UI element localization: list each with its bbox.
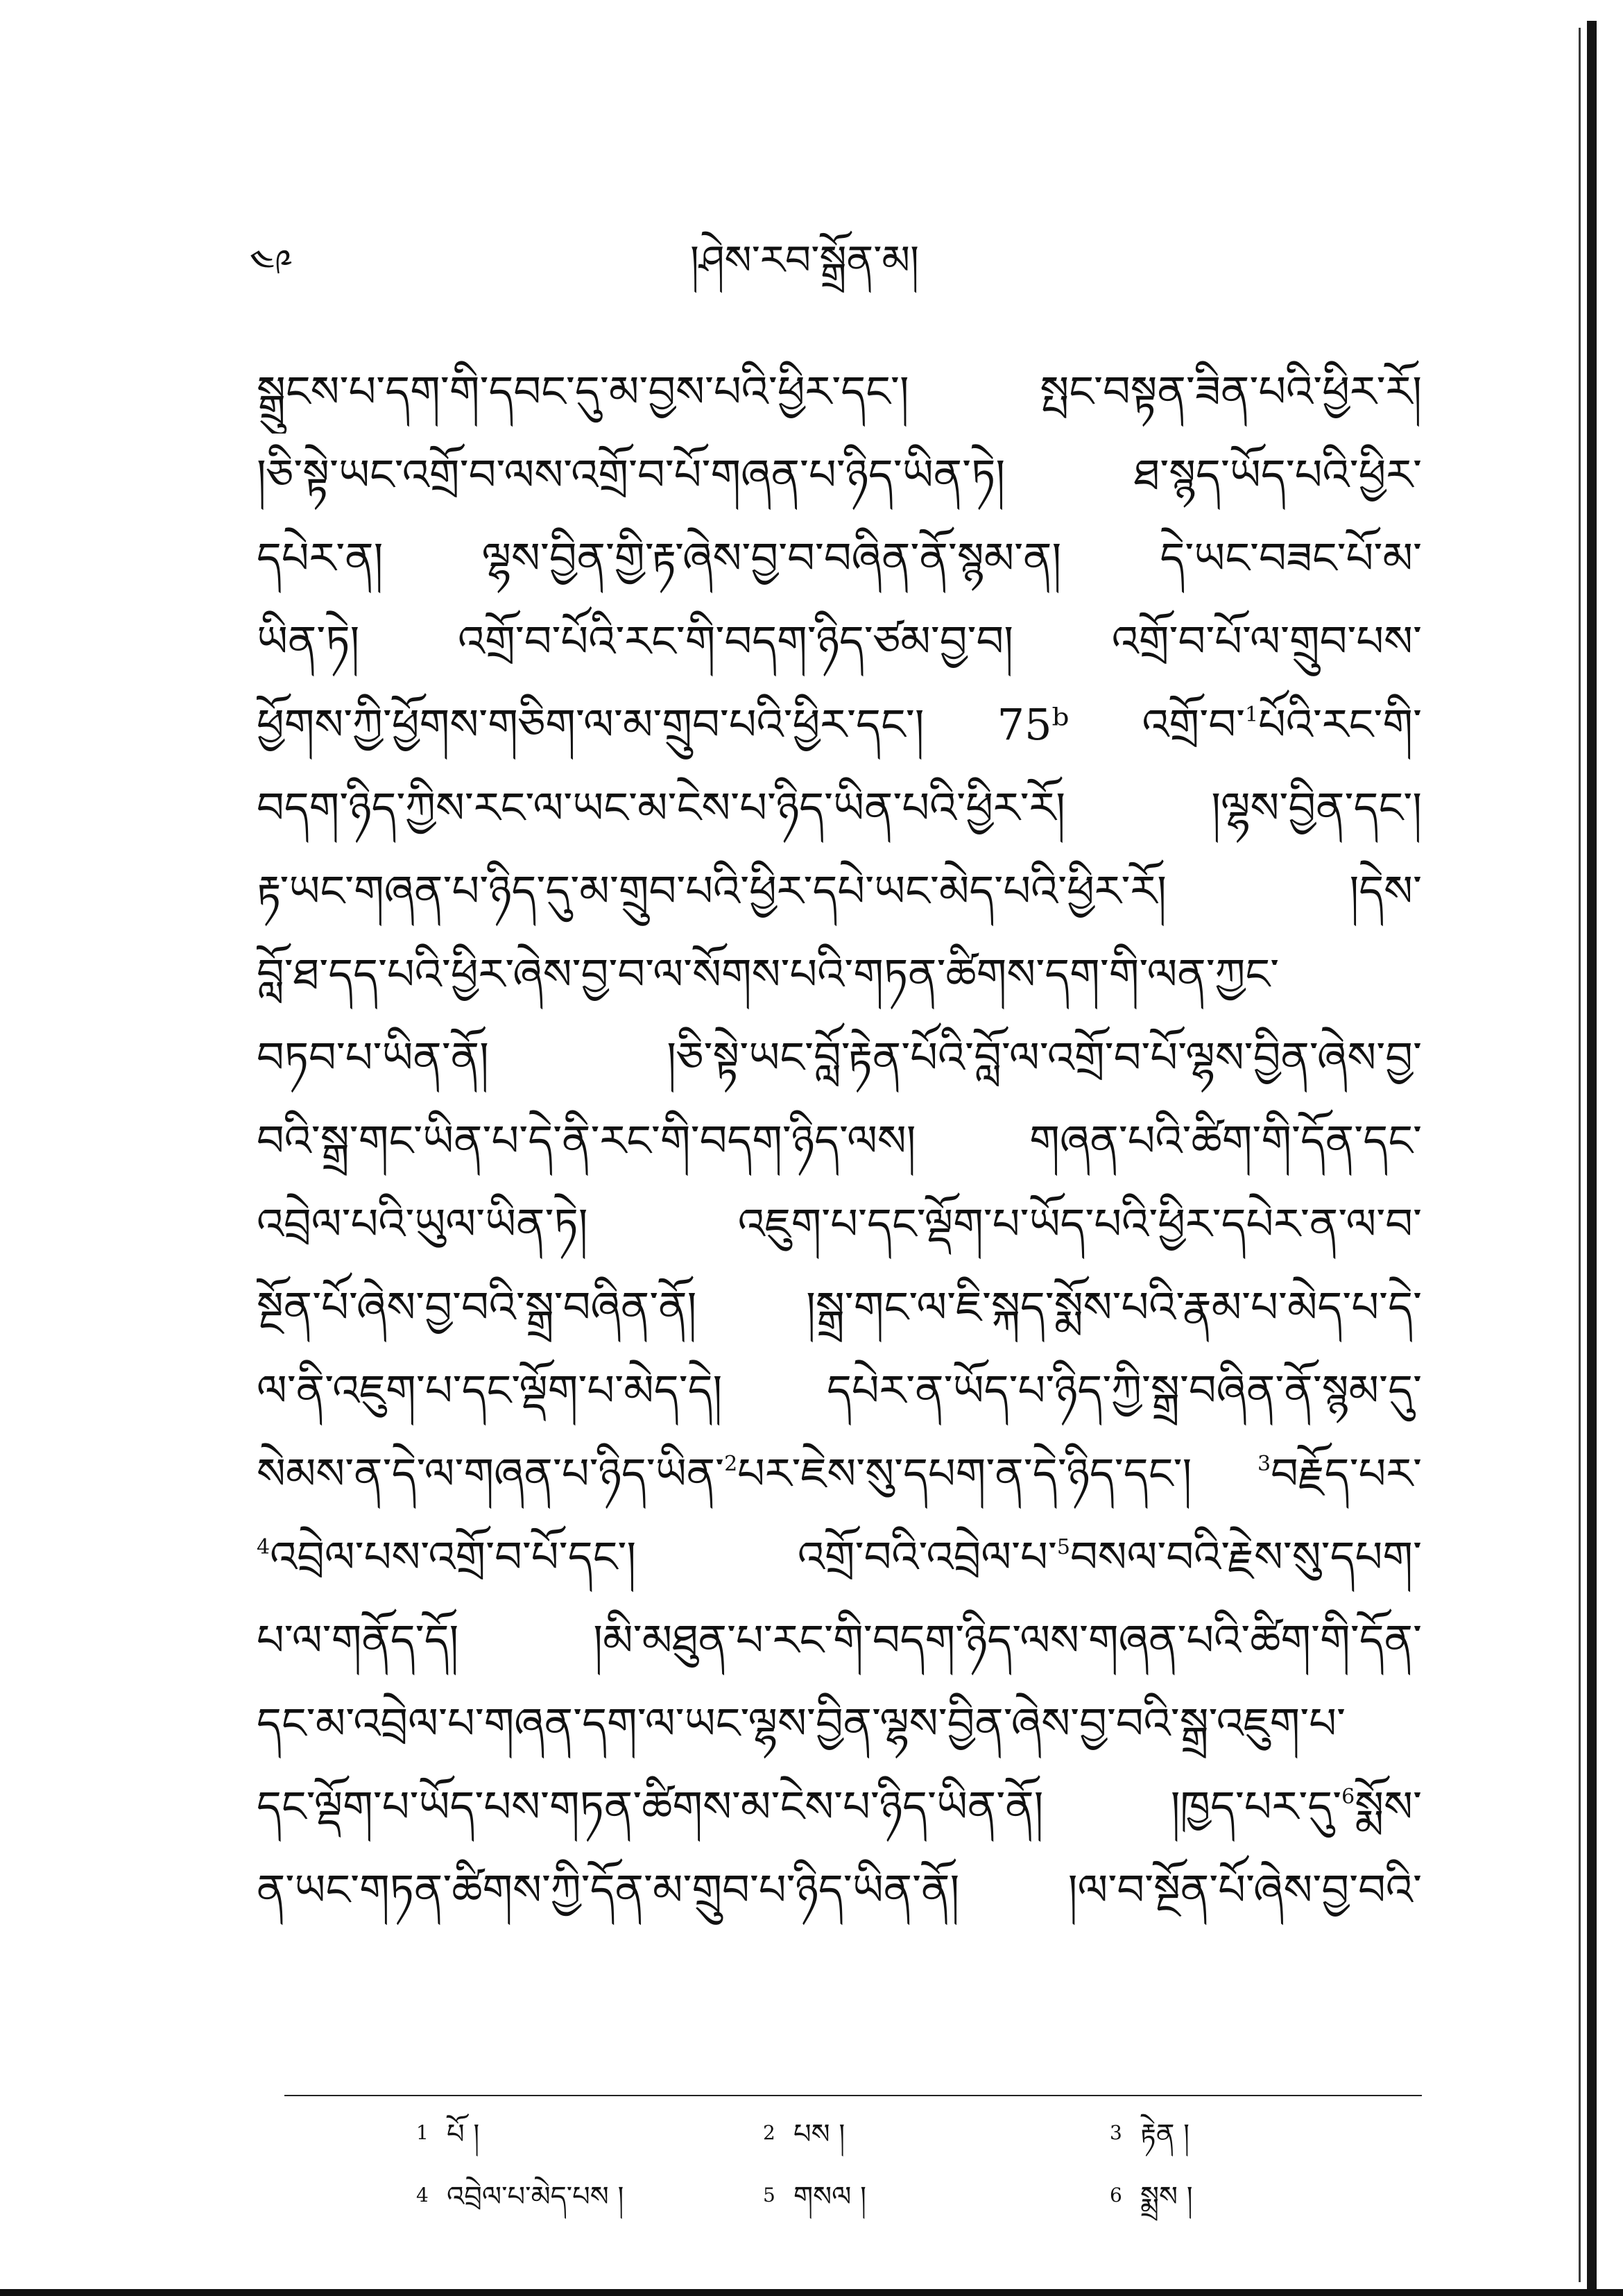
line-text: ལ་ནི་འཇུག་པ་དང་ལྡོག་པ་མེད་དེ། དཔེར་ན་ཡོད་པ་ཉིད་ཀྱི་སྒྲ་བཞིན་ནོ་སྙམ་དུ་ [257,1365,1422,1416]
text-line [257,1349,1422,1432]
footnote-text: རྟེན ། [1140,2118,1190,2150]
line-text: པོའི་རང་གི་ [1258,699,1422,750]
line-text: སེམས་ན་དེ་ལ་གཞན་པ་ཉིད་ཡིན་ [257,1448,725,1499]
footnote-ref: 3 [1257,1452,1271,1476]
line-text: སྨོས་ [1355,1781,1422,1832]
footnote [416,2171,763,2220]
text-line [257,850,1422,933]
line-text: སྔོན་པོ་ཞེས་བྱ་བའི་སྒྲ་བཞིན་ནོ། །སྒྲ་གང་ལ་ཇི་སྐད་སྨོས་པའི་རྣམ་པ་མེད་པ་དེ་ [257,1282,1422,1333]
line-text: །ཅི་སྟེ་ཡང་འགྲོ་བ་ལས་འགྲོ་བ་པོ་གཞན་པ་ཉིད་ཡིན་ཏེ། ཐ་སྙད་ཡོད་པའི་ཕྱིར་ [257,449,1422,500]
line-text: ཕྱོགས་ཀྱི་ཕྱོགས་གཅིག་ལ་མ་གྲུབ་པའི་ཕྱིར་དང་། [257,699,997,750]
text-line [257,683,1422,766]
line-text: དང་མ་འབྲེལ་པ་གཞན་དག་ལ་ཡང་ལྷས་བྱིན་ལྷས་བྱིན་ཞེས་བྱ་བའི་སྒྲ་འཇུག་པ་ [257,1698,1346,1749]
text-line [257,933,1422,1016]
text-line [257,1183,1422,1266]
line-text: སྒྲུངས་པ་དག་གི་དབང་དུ་མ་བྱས་པའི་ཕྱིར་དང་། སྤང་བསྟན་ཟིན་པའི་ཕྱིར་རོ། [257,366,1422,417]
footnote-text: སྨྲས ། [1140,2181,1193,2213]
line-text: བརྗོད་པར་ [1271,1448,1422,1499]
text-line [257,1016,1422,1099]
text-line [257,600,1422,683]
footnote-number: 6 [1110,2184,1122,2207]
text-line [257,434,1422,517]
line-text: རྟ་ཡང་གཞན་པ་ཉིད་དུ་མ་གྲུབ་པའི་ཕྱིར་དཔེ་ཡང་མེད་པའི་ཕྱིར་རོ། །དེས་ [257,866,1422,916]
footnotes [416,2109,1346,2220]
text-line [257,1516,1422,1599]
text-line [257,1099,1422,1183]
text-line [257,1266,1422,1349]
footnote-text: འབྲེལ་པ་མེད་པས ། [447,2181,624,2213]
text-line [257,1599,1422,1682]
text-line [257,766,1422,850]
footnote-ref: 4 [257,1535,270,1559]
body-text [257,350,1422,1932]
footnote-ref: 5 [1056,1535,1071,1559]
line-text: བསལ་བའི་རྗེས་སུ་དཔག་ [1070,1532,1422,1582]
footnote [416,2109,763,2157]
line-text: བའི་སྒྲ་གང་ཡིན་པ་དེ་ནི་རང་གི་བདག་ཉིད་ལས། གཞན་པའི་ཚིག་གི་དོན་དང་ [257,1115,1422,1166]
footnote-divider [284,2095,1422,2096]
footnote-number: 3 [1110,2121,1122,2144]
text-line [257,1765,1422,1849]
footnote-number: 5 [763,2184,775,2207]
line-text: འབྲེལ་པས་འགྲོ་བ་པོ་དང་། འགྲོ་བའི་འབྲེལ་པ་ [270,1532,1057,1582]
footnote-number: 4 [416,2184,429,2207]
binding-edge [1587,21,1597,2289]
line-text: བདག་ཉིད་ཀྱིས་རང་ལ་ཡང་མ་ངེས་པ་ཉིད་ཡིན་པའི་ཕྱིར་རོ། །ལྷས་བྱིན་དང་། [257,782,1422,833]
line-text: འབྲེལ་པའི་ཡུལ་ཡིན་ཏེ། འཇུག་པ་དང་ལྡོག་པ་ཡོད་པའི་ཕྱིར་དཔེར་ན་ལ་བ་ [257,1199,1422,1249]
folio-marker: 75ᵇ [997,699,1070,750]
text-line [257,1682,1422,1765]
line-text: བཏབ་པ་ཡིན་ནོ། །ཅི་སྟེ་ཡང་བློ་རྟེན་པོའི་བློ་ལ་འགྲོ་བ་པོ་ལྷས་བྱིན་ཞེས་བྱ་ [257,1032,1422,1083]
page-number: ༤༩ [250,243,293,284]
footnote-ref: 2 [724,1452,738,1476]
footnote-ref: 1 [1245,703,1259,727]
footnote-text: གསལ ། [793,2181,866,2213]
footnote [763,2109,1110,2157]
scan-bottom-edge [0,2289,1623,2296]
text-line [257,517,1422,600]
line-text: པ་ལ་གནོད་དོ། །མི་མཐུན་པ་རང་གི་བདག་ཉིད་ལས་གཞན་པའི་ཚིག་གི་དོན་ [257,1615,1422,1665]
footnote-number: 2 [763,2121,775,2144]
footnote-text: པས ། [793,2118,845,2150]
line-text: བློ་ཐ་དད་པའི་ཕྱིར་ཞེས་བྱ་བ་ལ་སོགས་པའི་གཏན་ཚིགས་དག་གི་ལན་ཀྱང་ [257,949,1280,1000]
line-text: དང་ལྡོག་པ་ཡོད་པས་གཏན་ཚིགས་མ་ངེས་པ་ཉིད་ཡིན་ནོ། །ཁྱད་པར་དུ་ [257,1781,1342,1832]
text-line [257,1432,1422,1516]
line-text: འགྲོ་བ་ [1069,699,1245,750]
footnote-ref: 6 [1341,1785,1355,1809]
line-text: དཔེར་ན། ལྷས་བྱིན་གྱི་རྟ་ཞེས་བྱ་བ་བཞིན་ནོ་སྙམ་ན། དེ་ཡང་བཟང་པོ་མ་ [257,533,1422,583]
text-line [257,1849,1422,1932]
binding-edge-thin [1579,28,1581,2282]
text-line [257,350,1422,434]
footnote [763,2171,1110,2220]
running-head-title: །ཤེས་རབ་སྒྲོན་མ། [690,237,919,284]
footnote-text: པོ ། [447,2118,480,2150]
footnote [1110,2171,1346,2220]
line-text: ཡིན་ཏེ། འགྲོ་བ་པོའི་རང་གི་བདག་ཉིད་ཙམ་བྱ་བ། འགྲོ་བ་པོ་ལ་གྲུབ་པས་ [257,616,1422,667]
footnote-number: 1 [416,2121,429,2144]
line-text: ན་ཡང་གཏན་ཚིགས་ཀྱི་དོན་མ་གྲུབ་པ་ཉིད་ཡིན་ནོ། །ལ་བ་སྔོན་པོ་ཞེས་བྱ་བའི་ [257,1865,1422,1915]
footnote [1110,2109,1346,2157]
line-text: པར་ཇེས་སུ་དཔག་ན་དེ་ཉིད་དང་། [737,1448,1258,1499]
